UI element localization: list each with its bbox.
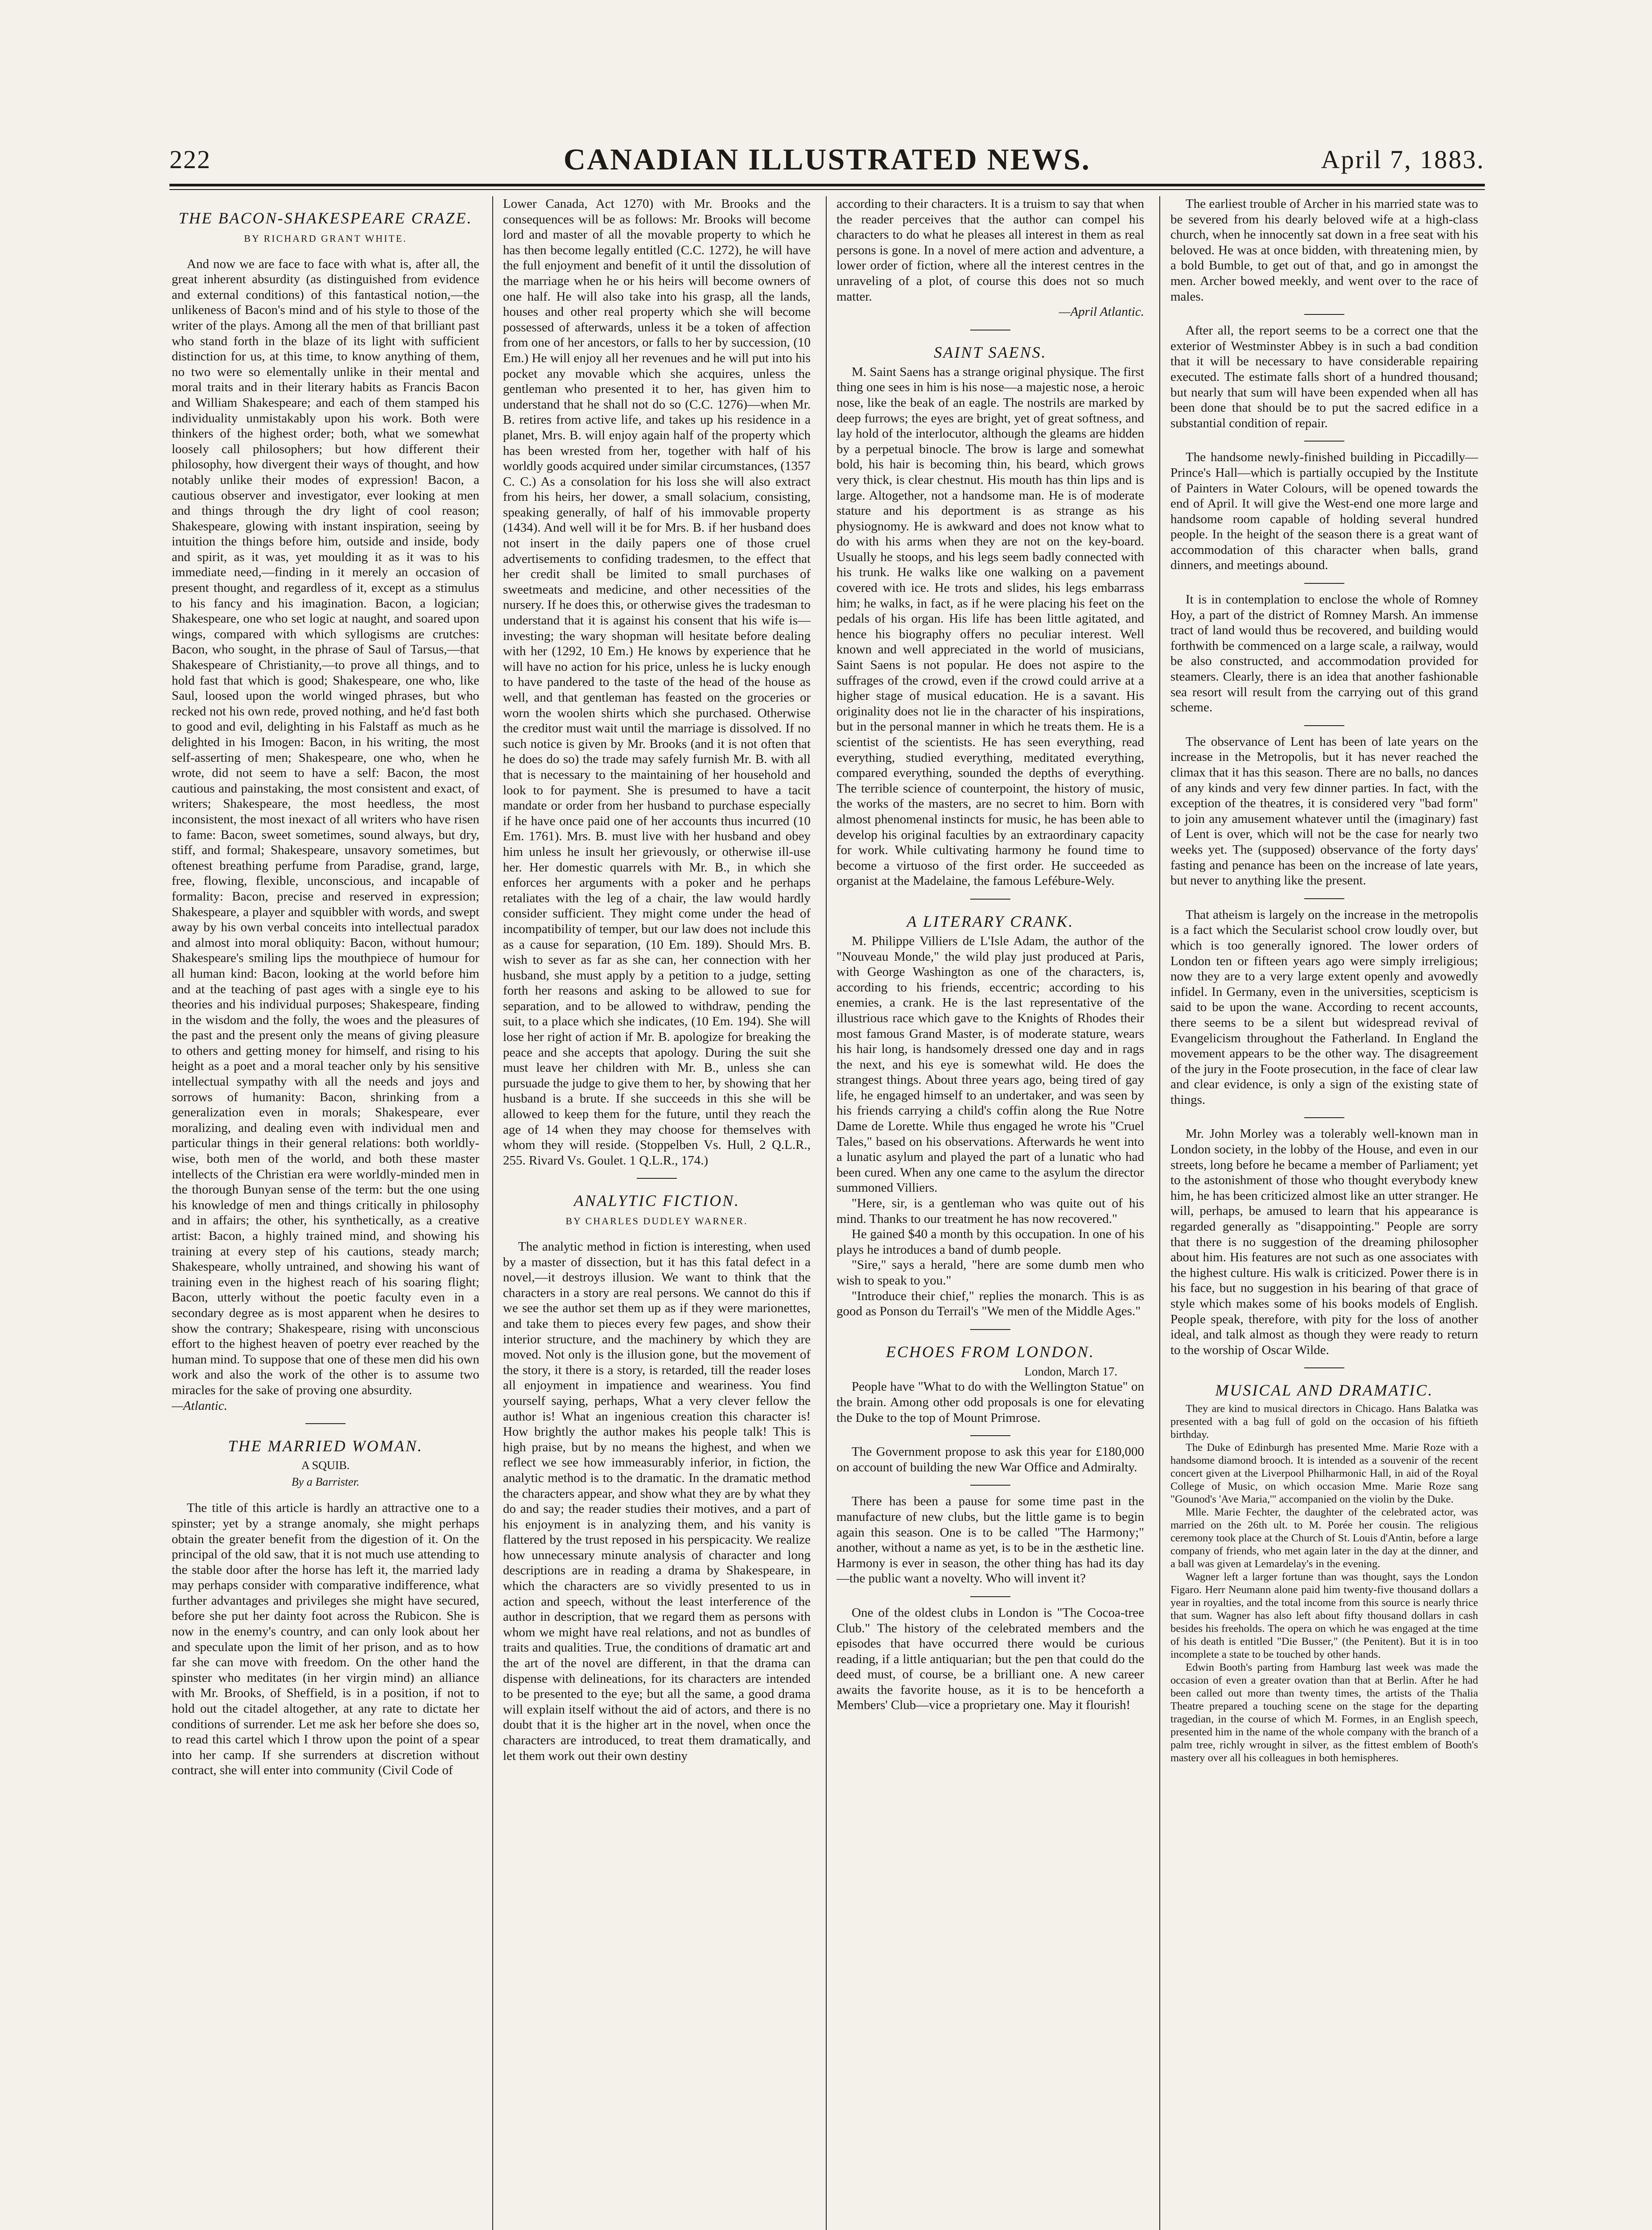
article-paragraph: They are kind to musical directors in Chicago. Hans Balatka was presented with a bag full of gold on the occasion of his fiftieth birthday. [1170, 1403, 1478, 1441]
column-4 [1170, 196, 1478, 2230]
article-separator [970, 1329, 1010, 1330]
article-paragraph: Wagner left a larger fortune than was thought, says the London Figaro. Herr Neumann alone paid him twenty-five thousand dollars a year in royalties, and the total income from this source is nearly thrice that sum. Wagner has also left about fifty thousand dollars in cash besides his freeholds. The opera on which he was engaged at the time of his death is entitled "Die Busser," (the Penitent). But it is in too incomplete a state to be touched by other hands. [1170, 1571, 1478, 1661]
masthead-rule [169, 184, 1485, 186]
article-paragraph: There has been a pause for some time past in the manufacture of new clubs, but the little game is to begin again this season. One is to be called "The Harmony;" another, without a name as yet, is to be in the æsthetic line. Harmony is ever in season, the other thing has had its day—the public want a novelty. Who will invent it? [836, 1494, 1144, 1586]
article-byline: BY CHARLES DUDLEY WARNER. [565, 1215, 748, 1227]
article-byline: BY RICHARD GRANT WHITE. [244, 233, 407, 244]
article-paragraph: One of the oldest clubs in London is "The Cocoa-tree Club." The history of the celebrated members and the episodes that have occurred there would be curious reading, if a little antiquarian; but the pen that could do the deed must, of course, be a brilliant one. A new career awaits the favorite house, as it is to be henceforth a Members' Club—vice a proprietary one. May it flourish! [836, 1605, 1144, 1713]
item-separator [1304, 583, 1344, 584]
article-paragraph: The title of this article is hardly an attractive one to a spinster; yet by a strange anomaly, she might perhaps obtain the greater benefit from the digestion of it. On the principal of the old saw, that it is not much use attending to the stable door after the horse has left it, the married lady may perhaps consider with comparative indifference, what further advantages and privileges she might have secured, before she put her dainty foot across the Rubicon. She is now in the enemy's country, and can only look about her and speculate upon the limit of her prison, and as to how far she can move with freedom. On the other hand the spinster who meditates (in her virgin mind) an alliance with Mr. Brooks, of Sheffield, is in a position, if not to hold out the citadel altogether, at any rate to dictate her conditions of surrender. Let me ask her before she does so, to read this cartel which I throw upon the point of a spear into her camp. If she surrenders at discretion without contract, she will enter into community (Civil Code of [172, 1501, 479, 1778]
article-paragraph: People have "What to do with the Wellington Statue" on the brain. Among other odd proposals is one for elevating the Duke to the top of Mount Primrose. [836, 1379, 1144, 1425]
article-paragraph: The handsome newly-finished building in Piccadilly—Prince's Hall—which is partially occupied by the Institute of Painters in Water Colours, will be opened towards the end of April. It will give the West-end one more large and handsome room capable of holding several hundred people. In the height of the season there is a great want of accommodation of this character when balls, grand dinners, and meetings abound. [1170, 450, 1478, 573]
article-paragraph: M. Philippe Villiers de L'Isle Adam, the author of the "Nouveau Monde," the wild play just produced at Paris, with George Washington as one of the characters, is, according to his friends, eccentric; according to his enemies, a crank. He is the last representative of the illustrious race which gave to the Knights of Rhodes their most famous Grand Master, is of moderate stature, wears his hair long, is handsomely dressed one day and in rags the next, and his eye is somewhat wild. He does the strangest things. About three years ago, being tired of gay life, he engaged himself to an undertaker, and was seen by his friends carrying a child's coffin along the Rue Notre Dame de Lorette. While thus engaged he wrote his "Cruel Tales," based on his observations. Afterwards he went into a lunatic asylum and played the part of a lunatic who had been cured. When any one came to the asylum the director summoned Villiers. [836, 933, 1144, 1195]
item-separator [970, 1485, 1010, 1486]
column-divider [826, 196, 827, 2230]
article-paragraph: "Introduce their chief," replies the monarch. This is as good as Ponson du Terrail's "We men of the Middle Ages." [836, 1288, 1144, 1319]
publication-title: CANADIAN ILLUSTRATED NEWS. [564, 142, 1091, 176]
article-title: ANALYTIC FICTION. [573, 1192, 740, 1210]
article-author: By a Barrister. [291, 1475, 360, 1488]
article-paragraph: That atheism is largely on the increase in the metropolis is a fact which the Secularist school crow loudly over, but which is too generally ignored. The lower orders of London ten or fifteen years ago were simply irreligious; now they are to a very large extent openly and avowedly infidel. In Germany, even in the universities, scepticism is said to be upon the wane. According to recent accounts, there seems to be a silent but widespread revival of Evangelicism throughout the Fatherland. In England the movement appears to be the other way. The disagreement of the jury in the Foote prosecution, in the face of clear law and clear evidence, is only a sign of the existing state of things. [1170, 907, 1478, 1107]
item-separator [1304, 725, 1344, 726]
column-divider [492, 196, 493, 2230]
article-title: ECHOES FROM LONDON. [886, 1342, 1095, 1361]
article-separator [1304, 1367, 1344, 1368]
article-separator [305, 1423, 346, 1424]
page-number: 222 [169, 145, 211, 174]
column-1 [172, 196, 479, 2230]
article-signature: —Atlantic. [172, 1398, 227, 1413]
article-paragraph: Edwin Booth's parting from Hamburg last week was made the occasion of even a greater ovation than that at Berlin. After he had been called out more than twenty times, the artists of the Thalia Theatre prepared a touching scene on the stage for the departing tragedian, in the course of which M. Formes, in an English speech, presented him in the name of the whole company with the branch of a palm tree, richly wrought in silver, as the fittest emblem of Booth's mastery over all his colleagues in both hemispheres. [1170, 1661, 1478, 1764]
article-paragraph: The Duke of Edinburgh has presented Mme. Marie Roze with a handsome diamond brooch. It is intended as a souvenir of the recent concert given at the Liverpool Philharmonic Hall, in aid of the Royal College of Music, on which occasion Mme. Marie Roze sang "Gounod's 'Ave Maria,'" accompanied on the violin by the Duke. [1170, 1441, 1478, 1506]
article-paragraph: He gained $40 a month by this occupation. In one of his plays he introduces a band of dumb people. [836, 1227, 1144, 1257]
article-separator [637, 1178, 677, 1179]
article-dateline: London, March 17. [1024, 1364, 1117, 1378]
article-paragraph: The analytic method in fiction is interesting, when used by a master of dissection, but it has this fatal defect in a novel,—it destroys illusion. We want to think that the characters in a story are real persons. We cannot do this if we see the author set them up as if they were marionettes, and take them to pieces every few pages, and show their interior structure, and the machinery by which they are moved. Not only is the illusion gone, but the movement of the story, it there is a story, is retarded, till the reader loses all enjoyment in impatience and weariness. You find yourself saying, perhaps, What a very clever fellow the author is! What an ingenious creation this character is! How brightly the author makes his people talk! This is high praise, but by no means the highest, and when we reflect we see how immeasurably inferior, in fiction, the analytic method is to the dramatic. In the dramatic method the characters appear, and show what they are by what they do and say; the reader studies their motives, and a part of his enjoyment is in analyzing them, and his vanity is flattered by the trust reposed in his perspicacity. We realize how unnecessary minute analysis of character and long descriptions are in reading a drama by Shakespeare, in which the characters are so vividly presented to us in action and speech, without the least interference of the author in description, that we regard them as persons with whom we might have real relations, and not as bundles of traits and qualities. True, the conditions of dramatic art and the art of the novel are different, in that the drama can dispense with delineations, for its characters are intended to be presented to the eye; but all the same, a good drama will explain itself without the aid of actors, and there is no doubt that it is the higher art in the novel, when once the characters are introduced, to treat them dramatically, and let them work out their own destiny [503, 1239, 811, 1763]
article-separator [970, 899, 1010, 900]
article-title: THE BACON-SHAKESPEARE CRAZE. [178, 209, 473, 227]
item-separator [970, 1596, 1010, 1597]
article-paragraph: It is in contemplation to enclose the whole of Romney Hoy, a part of the district of Romney Marsh. An immense tract of land would thus be recovered, and building would forthwith be commenced on a large scale, a railway, would be also constructed, and accommodation provided for steamers. Clearly, there is an idea that another fashionable sea resort will result from the carrying out of this grand scheme. [1170, 592, 1478, 715]
article-title: SAINT SAENS. [934, 343, 1047, 361]
article-title: THE MARRIED WOMAN. [228, 1437, 423, 1455]
article-title: MUSICAL AND DRAMATIC. [1215, 1381, 1434, 1400]
item-separator [1304, 314, 1344, 315]
masthead [169, 142, 1485, 182]
article-paragraph: And now we are face to face with what is, after all, the great inherent absurdity (as distinguished from evidence and external conditions) of this fantastical notion,—the unlikeness of Bacon's mind and of his style to those of the writer of the plays. Among all the men of that brilliant past who stand forth in the blaze of its light with sufficient distinction for us, at this time, to know anything of them, no two were so elementally unlike in their mental and moral traits and in their literary habits as Francis Bacon and William Shakespeare; and each of them stamped his individuality unmistakably upon his work. Both were thinkers of the highest order; both, what we somewhat loosely call philosophers; but how different their philosophy, how divergent their ways of thought, and how notably unlike their modes of expression! Bacon, a cautious observer and investigator, ever looking at men and things through the dry light of cool reason; Shakespeare, glowing with instant inspiration, seeing by intuition the things before him, outside and inside, body and spirit, as it was, yet moulding it as it was to his immediate need,—finding in it merely an occasion of present thought, and regardless of it, except as a stimulus to his fancy and his imagination. Bacon, a logician; Shakespeare, one who set logic at naught, and soared upon wings, compared with which syllogisms are crutches: Bacon, who sought, in the phrase of Saul of Tarsus,—that Shakespeare of Christianity,—to prove all things, and to hold fast that which is good; Shakespeare, one who, like Saul, loosed upon the world winged phrases, but who recked not his own rede, proved nothing, and he'd fast both to good and evil, delighting in his Falstaff as much as he delighted in his Imogen: Bacon, in his writing, the most self-asserting of men; Shakespeare, one who, when he wrote, did not seem to have a self: Bacon, the most cautious and painstaking, the most consistent and exact, of writers; Shakespeare, the most heedless, the most inconsistent, the most inexact of all writers who have risen to fame: Bacon, sweet sometimes, sound always, but dry, stiff, and formal; Shakespeare, unsavory sometimes, but oftenest breathing perfume from Paradise, grand, large, free, flowing, flexible, unconscious, and incapable of formality: Bacon, precise and reserved in expression; Shakespeare, a player and squibbler with words, and swept away by his own verbal conceits into intellectual paradox and almost into moral obliquity: Bacon, without humour; Shakespeare's smiling lips the mouthpiece of humour for all human kind: Bacon, looking at the world before him and at the teaching of past ages with a single eye to his theories and his individual purposes; Shakespeare, finding in the wisdom and the folly, the woes and the pleasures of the past and the present only the means of giving pleasure to others and getting money for himself, and rising to his height as a poet and a moral teacher only by his sensitive intellectual sympathy with all the needs and joys and sorrows of humanity: Bacon, shrinking from a generalization even in morals; Shakespeare, ever moralizing, and dealing even with individual men and particular things in their general relations: both worldly-wise, both men of the world, and both these master intellects of the Christian era were worldly-minded men in the thorough Bunyan sense of the term: but the one using his knowledge of men and things critically in philosophy and in affairs; the other, his synthetically, as a creative artist: Bacon, a highly trained mind, and showing his training at every step of his cautions, steady march; Shakespeare, wholly untrained, and showing his want of training even in the highest reach of his soaring flight; Bacon, utterly without the poetic faculty even in a secondary degree as is most apparent when he desires to show the contrary; Shakespeare, rising with unconscious effort to the highest heaven of poetry ever reached by the human mind. To suppose that one of these men did his own work and also the work of the other is to assume two miracles for the sake of proving one absurdity. [172, 256, 479, 1397]
article-paragraph: "Here, sir, is a gentleman who was quite out of his mind. Thanks to our treatment he has now recovered." [836, 1196, 1144, 1226]
article-paragraph: according to their characters. It is a truism to say that when the reader perceives that the author can compel his characters to do what he pleases all interest in them as real persons is gone. In a novel of mere action and adventure, a lower order of fiction, where all the interest centres in the unraveling of a plot, of course this does not so much matter. [836, 197, 1144, 304]
article-title: A LITERARY CRANK. [906, 912, 1074, 930]
item-separator [1304, 441, 1344, 442]
article-paragraph: Mlle. Marie Fechter, the daughter of the celebrated actor, was married on the 26th ult. to M. Porée her cousin. The religious ceremony took place at the Church of St. Louis d'Antin, before a large company of friends, who met again later in the day at the dinner, and a ball was given at Lemardelay's in the evening. [1170, 1506, 1478, 1570]
article-signature: —April Atlantic. [1059, 305, 1144, 319]
article-paragraph: Lower Canada, Act 1270) with Mr. Brooks and the consequences will be as follows: Mr. Brooks will become lord and master of all the movable property to which he has then become legally entitled (C.C. 1272), he will have the full enjoyment and benefit of it until the dissolution of the marriage when he or his heirs will become owners of one half. He will also take into his grasp, all the lands, houses and other real property which she will become possessed of afterwards, unless it be a token of affection from one of her ancestors, or falls to her by succession, (10 Em.) He will enjoy all her revenues and he will put into his pocket any movable which she acquires, unless the gentleman who presented it to her, has given him to understand that he shall not do so (C.C. 1276)—when Mr. B. retires from active life, and takes up his residence in a planet, Mrs. B. will enjoy again half of the property which has been wrested from her, together with half of his worldly goods acquired under similar circumstances, (1357 C. C.) As a consolation for his loss she will also extract from his heirs, her dower, a small solacium, consisting, speaking generally, of half of his immovable property (1434). And well will it be for Mrs. B. if her husband does not insert in the daily papers one of those cruel advertisements to confiding tradesmen, to the effect that her credit shall be limited to small purchases of sweetmeats and medicine, and other necessities of the nursery. If he does this, or otherwise gives the tradesman to understand that it is against his consent that his wife is—investing; the wary shopman will hesitate before dealing with her (1292, 10 Em.) He knows by experience that he will have no action for his price, unless he is lucky enough to have pandered to the taste of the head of the house as well, and that gentleman has feasted on the groceries or worn the woolen shirts which she purchased. Otherwise the creditor must wait until the marriage is dissolved. If no such notice is given by Mr. Brooks (and it is not often that he does do so) the trade may safely furnish Mr. B. with all that is necessary to the maintaining of her household and look to for payment. She is presumed to have a tacit mandate or order from her husband to purchase especially if he have once paid one of her accounts thus incurred (10 Em. 1761). Mrs. B. must live with her husband and obey him unless he insult her grievously, or otherwise ill-use her. Her domestic quarrels with Mr. B., in which she enforces her arguments with a poker and he perhaps retaliates with the leg of a chair, the law would hardly consider sufficient. They might come under the head of incompatibility of temper, but our law does not include this as a cause for separation, (10 Em. 189). Should Mrs. B. wish to sever as far as she can, her connection with her husband, she must apply by a petition to a judge, setting forth her reasons and asking to be allowed to sue for separation, and to be allowed to withdraw, pending the suit, to a place which she indicates, (10 Em. 194). She will lose her right of action if Mr. B. apologize for breaking the peace and she accepts that apology. During the suit she must leave her children with Mr. B., unless she can pursuade the judge to give them to her, by showing that her husband is a brute. If she succeeds in this she will be allowed to keep them for the future, until they reach the age of 14 when they may choose for themselves with whom they will reside. (Stoppelben Vs. Hull, 2 Q.L.R., 255. Rivard Vs. Goulet. 1 Q.L.R., 174.) [503, 197, 811, 1168]
column-divider [1159, 196, 1160, 2230]
article-paragraph: Mr. John Morley was a tolerably well-known man in London society, in the lobby of the House, and even in our streets, long before he became a member of Parliament; yet to the astonishment of those who thought everybody knew him, he has been criticized almost like an utter stranger. He will, perhaps, be amused to learn that his appearance is regarded generally as "disappointing." People are sorry that there is no suggestion of the dreaming philosopher about him. His features are not such as one associates with the highest culture. His walk is criticized. Power there is in his face, but no suggestion in his bearing of that grace of style which makes some of his books models of English. People speak, therefore, with pity for the loss of another ideal, and talk almost as though they were ready to return to the worship of Oscar Wilde. [1170, 1127, 1478, 1357]
column-2 [503, 196, 811, 2230]
article-paragraph: After all, the report seems to be a correct one that the exterior of Westminster Abbey is in such a bad condition that it will be necessary to have considerable repairing executed. The estimate falls short of a hundred thousand; but nearly that sum will have been expended when all has been done that should be to put the sacred edifice in a substantial condition of repair. [1170, 323, 1478, 430]
item-separator [1304, 1117, 1344, 1118]
article-paragraph: The observance of Lent has been of late years on the increase in the Metropolis, but it has never reached the climax that it has this season. There are no balls, no dances of any kinds and very few dinner parties. In fact, with the exception of the theatres, it is considered very "bad form" to join any amusement whatever until the (imaginary) fast of Lent is over, which will not be the case for nearly two weeks yet. The (supposed) observance of the forty days' fasting and penance has been on the increase of late years, but never to anything like the present. [1170, 734, 1478, 888]
item-separator [970, 1435, 1010, 1436]
article-paragraph: The earliest trouble of Archer in his married state was to be severed from his dearly beloved wife at a high-class church, when he innocently sat down in a free seat with his beloved. He was at once bidden, with threatening mien, by a bold Bumble, to get out of that, and go in amongst the men. Archer bowed meekly, and went over to the race of males. [1170, 197, 1478, 304]
issue-date: April 7, 1883. [1321, 145, 1485, 174]
article-subtitle: A SQUIB. [301, 1459, 350, 1472]
column-3 [836, 196, 1144, 2230]
article-paragraph: "Sire," says a herald, "here are some dumb men who wish to speak to you." [836, 1258, 1144, 1288]
article-paragraph: M. Saint Saens has a strange original physique. The first thing one sees in him is his nose—a majestic nose, a heroic nose, like the beak of an eagle. The nostrils are marked by deep furrows; the eyes are bright, yet of great softness, and lay hold of the interlocutor, although the gleams are hidden by a perpetual binocle. The brow is large and somewhat bold, his hair is becoming thin, his beard, which grows very thick, is clear chestnut. His mouth has thin lips and is large. Altogether, not a handsome man. He is of moderate stature and his deportment is as strange as his physiognomy. He is awkward and does not know what to do with his arms when they are not on the key-board. Usually he stoops, and his legs seem badly connected with his trunk. He walks like one walking on a pavement covered with ice. He trots and slides, his legs embarrass him; he walks, in fact, as if he were placing his feet on the pedals of his organ. His life has been little agitated, and hence his biography offers no peculiar interest. Well known and well appreciated in the world of musicians, Saint Saens is not popular. He does not aspire to the suffrages of the crowd, even if the crowd could arrive at a higher stage of musical education. He is a savant. His originality does not lie in the character of his inspirations, but in the personal manner in which he treats them. He is a scientist of the scientists. He has seen everything, read everything, studied everything, meditated everything, compared everything, sounded the depths of everything. The terrible science of counterpoint, the history of music, the works of the masters, are no secret to him. Born with almost phenomenal instincts for music, he has been able to develop his original faculties by an extraordinary capacity for work. While cultivating harmony he found time to become a virtuoso of the first order. He succeeded as organist at the Madelaine, the famous Lefébure-Wely. [836, 364, 1144, 888]
item-separator [1304, 898, 1344, 899]
article-paragraph: The Government propose to ask this year for £180,000 on account of building the new War Office and Admiralty. [836, 1445, 1144, 1474]
masthead-rule-thin [169, 189, 1485, 190]
